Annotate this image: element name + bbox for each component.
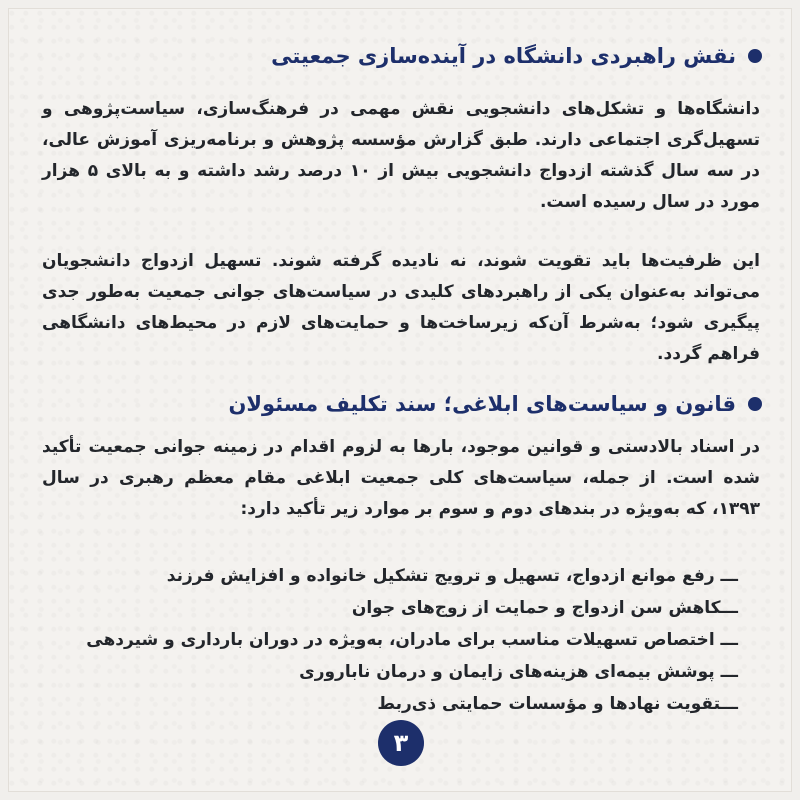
list-item: ـــتقویت نهادها و مؤسسات حمایتی ذی‌ربط	[377, 694, 738, 714]
page-number: ۳	[393, 729, 409, 757]
paragraph-general-policies: در اسناد بالادستی و قوانین موجود، بارها به لزوم اقدام در زمینه جوانی جمعیت تأکید شده است. از جمله، سیاست‌های کلی جمعیت ابلاغی مقام معظم رهبری در سال ۱۳۹۳، که به‌ویژه در بندهای دوم و سوم بر موارد زیر تأکید دارد:	[42, 437, 760, 519]
section-heading-text: قانون و سیاست‌های ابلاغی؛ سند تکلیف مسئولان	[228, 392, 736, 416]
list-item: ـــکاهش سن ازدواج و حمایت از زوج‌های جوان	[351, 598, 738, 618]
page-number-badge	[378, 720, 424, 766]
section-heading-university-role	[271, 44, 762, 68]
list-item: ـــ رفع موانع ازدواج، تسهیل و ترویج تشکیل خانواده و افزایش فرزند	[166, 566, 738, 586]
section-heading-law-policies	[228, 392, 762, 416]
paragraph-university-marriage-stats: دانشگاه‌ها و تشکل‌های دانشجویی نقش مهمی در فرهنگ‌سازی، سیاست‌پژوهی و تسهیل‌گری اجتماعی دارند. طبق گزارش مؤسسه پژوهش و برنامه‌ریزی آموزش عالی، در سه سال گذشته ازدواج دانشجویی بیش از ۱۰ درصد رشد داشته و به بالای ۵ هزار مورد در سال رسیده است.	[42, 99, 761, 212]
section-heading-text: نقش راهبردی دانشگاه در آینده‌سازی جمعیتی	[271, 44, 736, 68]
list-item: ـــ پوشش بیمه‌ای هزینه‌های زایمان و درمان ناباروری	[299, 662, 738, 682]
bullet-dot-icon	[748, 397, 762, 411]
bullet-dot-icon	[748, 49, 762, 63]
list-item: ـــ اختصاص تسهیلات مناسب برای مادران، به‌ویژه در دوران بارداری و شیردهی	[86, 630, 738, 650]
paragraph-capacity-reinforcement: این ظرفیت‌ها باید تقویت شوند، نه نادیده گرفته شوند. تسهیل ازدواج دانشجویان می‌تواند به‌عنوان یکی از راهبردهای کلیدی در سیاست‌های جوانی جمعیت به‌طور جدی پیگیری شود؛ به‌شرط آن‌که زیرساخت‌ها و حمایت‌های لازم در محیط‌های دانشگاهی فراهم گردد.	[42, 251, 760, 364]
policy-items-list	[86, 560, 738, 720]
